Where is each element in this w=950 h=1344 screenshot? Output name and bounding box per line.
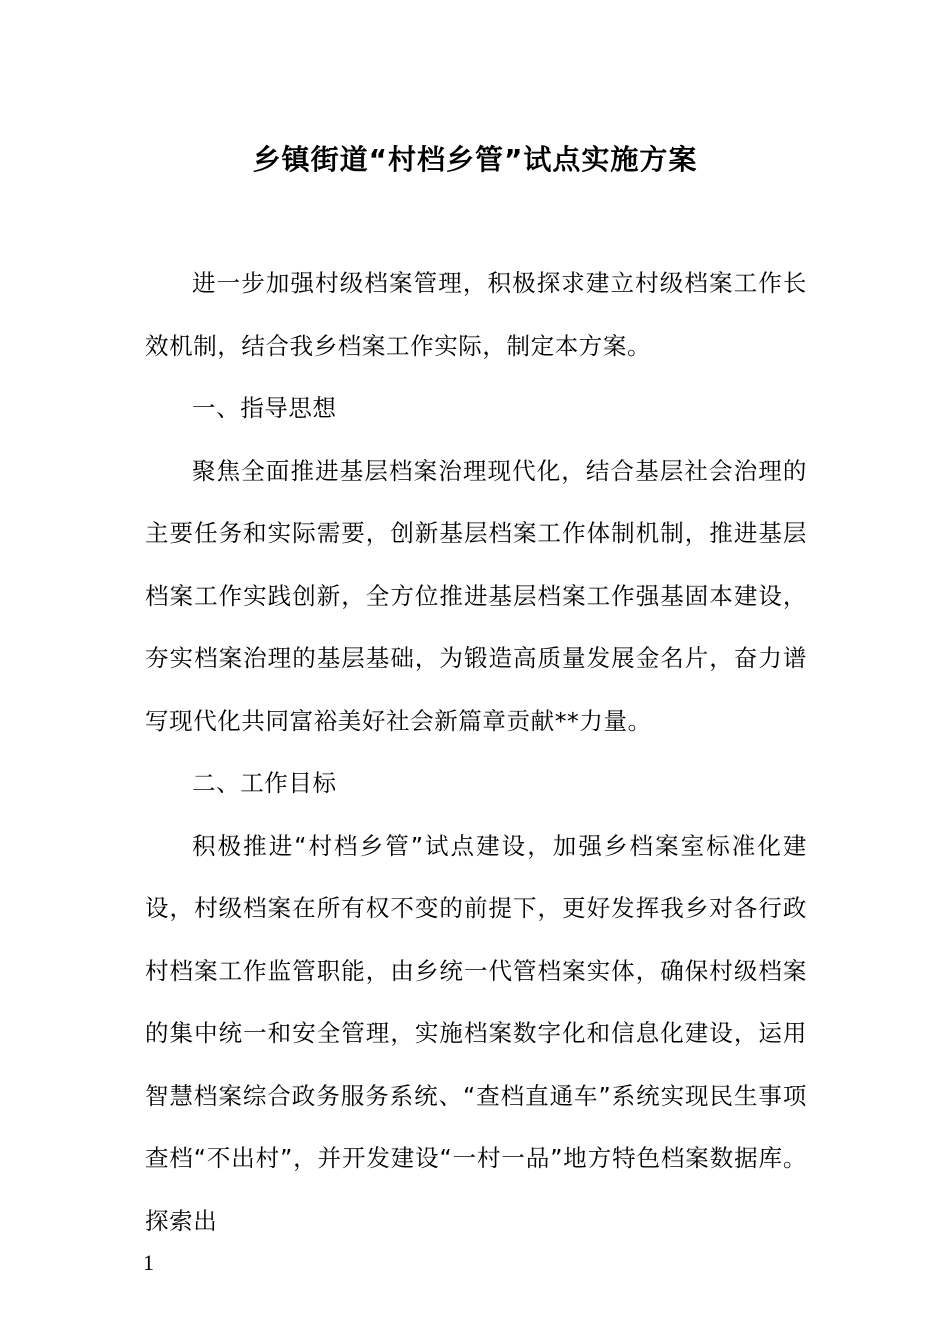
document-title: 乡镇街道“村档乡管”试点实施方案 [252,143,698,176]
section-heading-work-goals: 二、工作目标 [192,769,337,797]
work-goals-paragraph: 积极推进“村档乡管”试点建设，加强乡档案室标准化建设，村级档案在所有权不变的前提下，更好发挥我乡对各行政村档案工作监管职能，由乡统一代管档案实体，确保村级档案的集中统一和安全管理，实施档案数字化和信息化建设，运用智慧档案综合政务服务系统、“查档直通车”系统实现民生事项查档“不出村”，并开发建设“一村一品”地方特色档案数据库。探索出 [145,831,807,1235]
page-number: 1 [143,1250,154,1275]
intro-paragraph: 进一步加强村级档案管理，积极探求建立村级档案工作长效机制，结合我乡档案工作实际，制定本方案。 [145,269,807,360]
document-body [145,252,807,1252]
section-heading-guiding-ideology: 一、指导思想 [192,394,337,422]
guiding-ideology-paragraph: 聚焦全面推进基层档案治理现代化，结合基层社会治理的主要任务和实际需要，创新基层档案工作体制机制，推进基层档案工作实践创新，全方位推进基层档案工作强基固本建设，夯实档案治理的基层基础，为锻造高质量发展金名片，奋力谱写现代化共同富裕美好社会新篇章贡献**力量。 [145,456,807,735]
